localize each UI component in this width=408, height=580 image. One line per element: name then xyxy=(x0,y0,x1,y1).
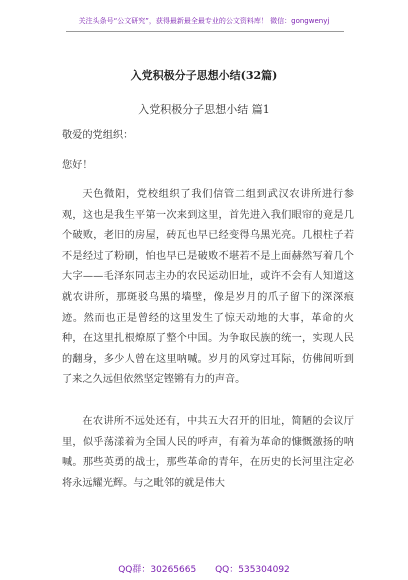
salutation: 敬爱的党组织： xyxy=(62,130,134,141)
header-banner: 关注头条号“公文研究”，获得最新最全最专业的公文资料库！ 微信：gongwenyj xyxy=(78,17,330,25)
footer-qq-group: QQ群：30265665 xyxy=(118,565,197,575)
footer-contact xyxy=(0,562,408,575)
document-title: 入党积极分子思想小结(32篇) xyxy=(130,69,278,82)
section-title: 入党积极分子思想小结 篇1 xyxy=(138,103,270,116)
footer-qq-number: QQ：535304092 xyxy=(215,565,290,575)
greeting: 您好！ xyxy=(62,160,93,171)
header-divider xyxy=(66,31,344,32)
body-paragraph: 天色微阳，党校组织了我们信管二组到武汉农讲所进行参观，这也是我生平第一次来到这里，首先进入我们眼帘的竟是几个破败，老旧的房屋，砖瓦也早已经变得乌黑光亮。几根柱子若不是经过了粉刷，怕也早已是破败不堪若不是上面赫然写着几个大字——毛泽东同志主办的农民运动旧址，或许不会有人知道这就农讲所，那斑驳乌黑的墙壁，像是岁月的爪子留下的深深痕迹。然而也正是曾经的这里发生了惊天动地的大事，革命的火种，在这里扎根燎原了整个中国。为争取民族的统一，实现人民的翻身，多少人曾在这里呐喊。岁月的风穿过耳际，仿佛间听到了来之久远但依然坚定铿锵有力的声音。 xyxy=(62,189,354,386)
body-paragraph: 在农讲所不远处还有，中共五大召开的旧址，简陋的会议厅里，似乎荡漾着为全国人民的呼声，有着为革命的慷慨激扬的呐喊。那些英勇的战士，那些革命的青年，在历史的长河里注定必将永远耀光辉。与之毗邻的就是伟大 xyxy=(62,416,354,489)
